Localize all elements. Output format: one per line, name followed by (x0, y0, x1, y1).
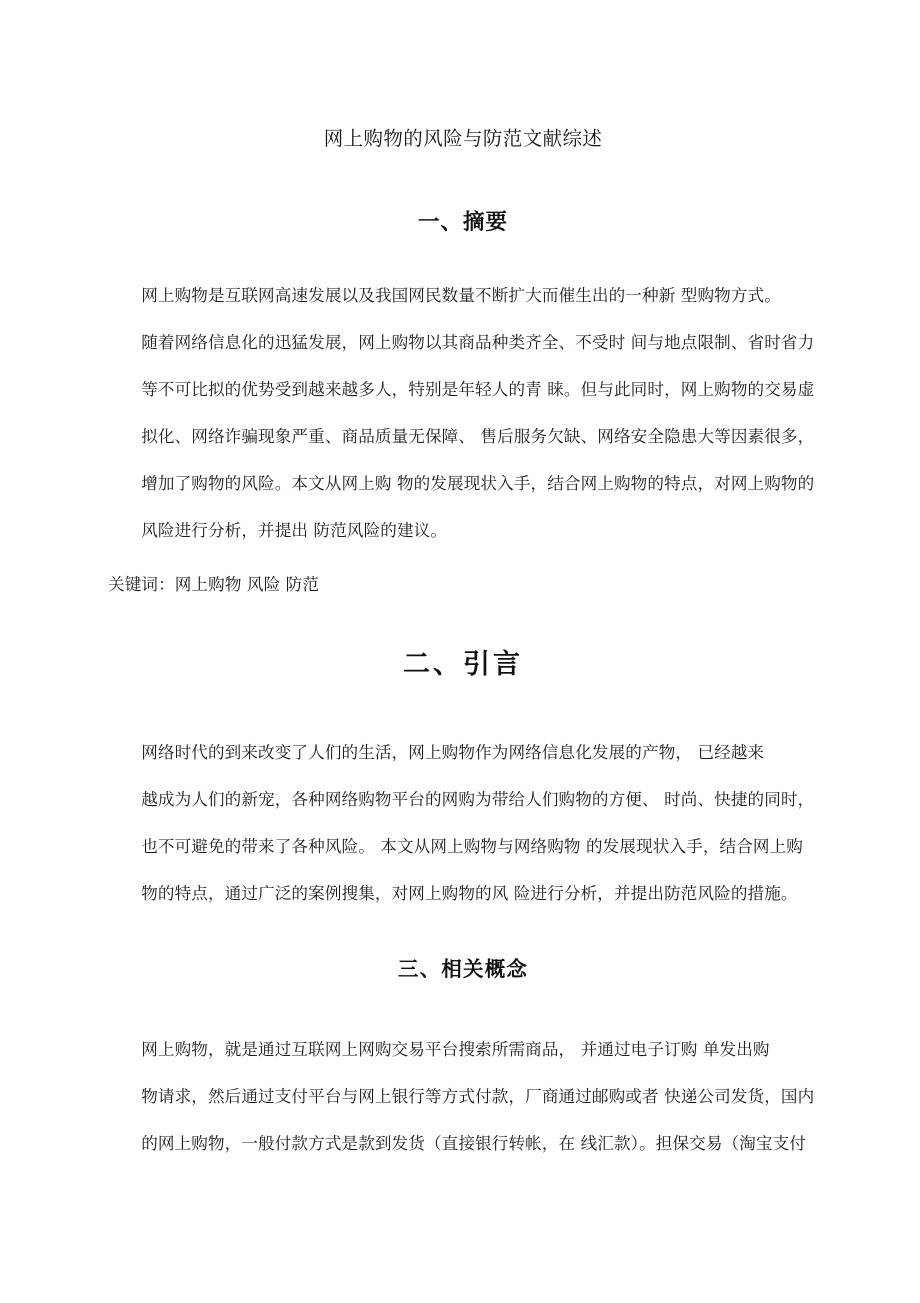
abstract-line: 增加了购物的风险。本文从网上购 物的发展现状入手，结合网上购物的特点，对网上购物的 (141, 474, 815, 493)
introduction-line: 越成为人们的新宠，各种网络购物平台的网购为带给人们购物的方便、 时尚、快捷的同时， (141, 790, 815, 809)
section-heading-abstract: 一、摘要 (417, 210, 508, 235)
abstract-line: 风险进行分析，并提出 防范风险的建议。 (141, 521, 448, 540)
abstract-line: 随着网络信息化的迅猛发展，网上购物以其商品种类齐全、不受时 间与地点限制、省时省力 (141, 333, 815, 352)
section-heading-introduction: 二、引言 (403, 649, 523, 680)
introduction-line: 网络时代的到来改变了人们的生活，网上购物作为网络信息化发展的产物， 已经越来 (141, 743, 765, 762)
introduction-line: 也不可避免的带来了各种风险。 本文从网上购物与网络购物 的发展现状入手，结合网上购 (141, 837, 803, 856)
concepts-line: 的网上购物，一般付款方式是款到发货（直接银行转帐，在 线汇款）。担保交易（淘宝支付 (141, 1134, 807, 1153)
section-heading-concepts: 三、相关概念 (397, 957, 529, 981)
concepts-paragraph (108, 1026, 818, 1167)
introduction-line: 物的特点，通过广泛的案例搜集，对网上购物的风 险进行分析，并提出防范风险的措施。 (141, 884, 798, 903)
concepts-line: 物请求，然后通过支付平台与网上银行等方式付款，厂商通过邮购或者 快递公司发货，国内 (141, 1087, 815, 1106)
abstract-paragraph (108, 272, 818, 554)
introduction-paragraph (108, 729, 818, 917)
page-title: 网上购物的风险与防范文献综述 (323, 127, 603, 150)
abstract-line: 拟化、网络诈骗现象严重、商品质量无保障、 售后服务欠缺、网络安全隐患大等因素很多， (141, 427, 815, 446)
abstract-line: 等不可比拟的优势受到越来越多人，特别是年轻人的青 睐。但与此同时，网上购物的交易虚 (141, 380, 815, 399)
keywords-line: 关键词：网上购物 风险 防范 (108, 575, 320, 594)
keywords-paragraph (108, 561, 818, 608)
abstract-line: 网上购物是互联网高速发展以及我国网民数量不断扩大而催生出的一种新 型购物方式。 (141, 286, 781, 305)
concepts-line: 网上购物，就是通过互联网上网购交易平台搜索所需商品， 并通过电子订购 单发出购 (141, 1040, 770, 1059)
